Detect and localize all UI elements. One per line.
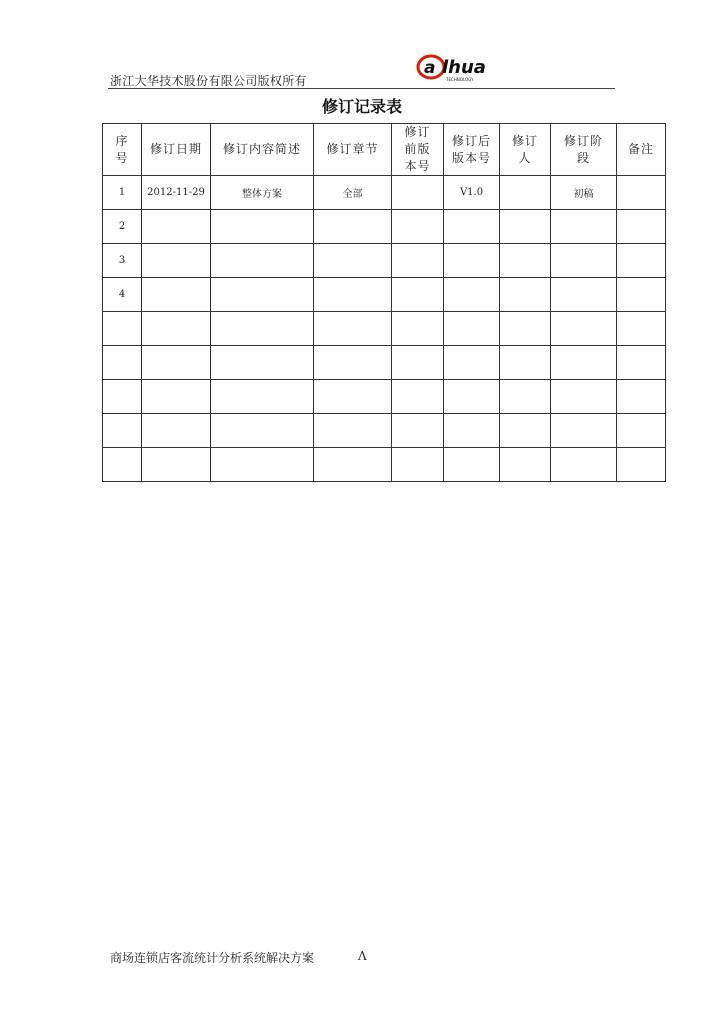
table-cell [392, 176, 444, 210]
table-cell [211, 312, 314, 346]
table-row [103, 176, 666, 210]
table-cell: V1.0 [444, 176, 500, 210]
column-header [500, 124, 551, 176]
table-cell [314, 278, 392, 312]
page-title: 修订记录表 [321, 97, 402, 116]
table-row [103, 210, 666, 244]
table-cell [392, 414, 444, 448]
table-cell [551, 244, 617, 278]
table-cell [617, 414, 666, 448]
table-row [103, 244, 666, 278]
table-cell [314, 414, 392, 448]
table-cell [500, 210, 551, 244]
table-cell: 4 [103, 278, 142, 312]
table-cell: 1 [103, 176, 142, 210]
table-cell [103, 448, 142, 482]
table-cell [551, 210, 617, 244]
table-cell [500, 380, 551, 414]
column-header [551, 124, 617, 176]
column-header [142, 124, 211, 176]
table-cell [211, 448, 314, 482]
footer-document-title: 商场连锁店客流统计分析系统解决方案 [110, 951, 315, 965]
revision-record-table [102, 123, 666, 482]
table-cell: 全部 [314, 176, 392, 210]
table-cell [444, 278, 500, 312]
header-divider [108, 88, 615, 89]
table-row [103, 346, 666, 380]
column-header-line: 版本号 [451, 150, 491, 165]
column-header [444, 124, 500, 176]
column-header-line: 修订章节 [326, 142, 379, 156]
table-cell [211, 244, 314, 278]
table-cell [444, 312, 500, 346]
table-cell [444, 346, 500, 380]
table-cell: 2 [103, 210, 142, 244]
column-header [211, 124, 314, 176]
table-body [103, 176, 666, 482]
table-cell [500, 278, 551, 312]
column-header-line: 备注 [627, 142, 654, 156]
column-header-line: 段 [576, 150, 590, 165]
column-header-line: 修订 [511, 133, 538, 148]
table-cell [617, 244, 666, 278]
column-header [103, 124, 142, 176]
logo-wordmark: lhua [442, 57, 486, 78]
table-cell [142, 414, 211, 448]
table-cell [500, 176, 551, 210]
table-cell [617, 210, 666, 244]
table-cell [142, 448, 211, 482]
table-cell [392, 380, 444, 414]
column-header-line: 修订日期 [149, 142, 202, 156]
table-cell [444, 244, 500, 278]
table-cell [551, 448, 617, 482]
table-cell [142, 380, 211, 414]
table-cell [142, 244, 211, 278]
table-cell: 2012-11-29 [142, 176, 211, 210]
table-cell [314, 210, 392, 244]
table-cell [314, 380, 392, 414]
table-cell [211, 210, 314, 244]
table-cell [314, 448, 392, 482]
table-cell [211, 346, 314, 380]
table-cell [500, 312, 551, 346]
column-header-line: 本号 [404, 159, 431, 173]
table-cell [617, 380, 666, 414]
table-cell [551, 278, 617, 312]
column-header [392, 124, 444, 176]
table-cell [392, 312, 444, 346]
table-cell [551, 380, 617, 414]
table-cell [617, 346, 666, 380]
header-company-name: 浙江大华技术股份有限公司版权所有 [110, 74, 307, 88]
footer-page-number: Λ [358, 949, 367, 963]
table-cell [551, 312, 617, 346]
table-cell [314, 346, 392, 380]
table-cell [617, 176, 666, 210]
table-cell [551, 346, 617, 380]
column-header-line: 序 [115, 133, 129, 148]
table-cell [444, 414, 500, 448]
table-cell [444, 380, 500, 414]
column-header-line: 修订内容简述 [222, 142, 301, 156]
table-cell [392, 346, 444, 380]
logo-subtitle: TECHNOLOGY [446, 77, 474, 82]
column-header-line: 修订 [404, 125, 431, 139]
table-cell [392, 210, 444, 244]
table-row [103, 380, 666, 414]
logo-wordmark-a: a [424, 58, 436, 78]
table-cell [142, 278, 211, 312]
column-header-line: 号 [115, 150, 129, 165]
table-cell [617, 278, 666, 312]
column-header-line: 前版 [404, 142, 431, 156]
table-row [103, 448, 666, 482]
table-cell [142, 210, 211, 244]
table-cell [500, 346, 551, 380]
table-cell [392, 278, 444, 312]
table-cell [314, 312, 392, 346]
table-cell [551, 414, 617, 448]
table-row [103, 278, 666, 312]
table-header-row [103, 124, 666, 176]
table-cell [142, 312, 211, 346]
table-cell [617, 448, 666, 482]
column-header-line: 修订阶 [563, 133, 603, 148]
dahua-logo [416, 50, 506, 86]
column-header [314, 124, 392, 176]
table-cell [142, 346, 211, 380]
table-cell [211, 380, 314, 414]
table-cell: 整体方案 [211, 176, 314, 210]
column-header-line: 人 [518, 150, 532, 165]
table-cell [103, 346, 142, 380]
table-cell [617, 312, 666, 346]
table-cell [444, 210, 500, 244]
table-cell: 初稿 [551, 176, 617, 210]
table-cell: 3 [103, 244, 142, 278]
table-cell [211, 278, 314, 312]
table-cell [103, 380, 142, 414]
column-header-line: 修订后 [451, 133, 491, 148]
table-cell [392, 448, 444, 482]
table-cell [500, 414, 551, 448]
table-cell [500, 244, 551, 278]
table-row [103, 312, 666, 346]
table-cell [392, 244, 444, 278]
table-cell [103, 414, 142, 448]
table-cell [314, 244, 392, 278]
table-cell [211, 414, 314, 448]
column-header [617, 124, 666, 176]
table-cell [444, 448, 500, 482]
table-row [103, 414, 666, 448]
table-cell [500, 448, 551, 482]
table-cell [103, 312, 142, 346]
